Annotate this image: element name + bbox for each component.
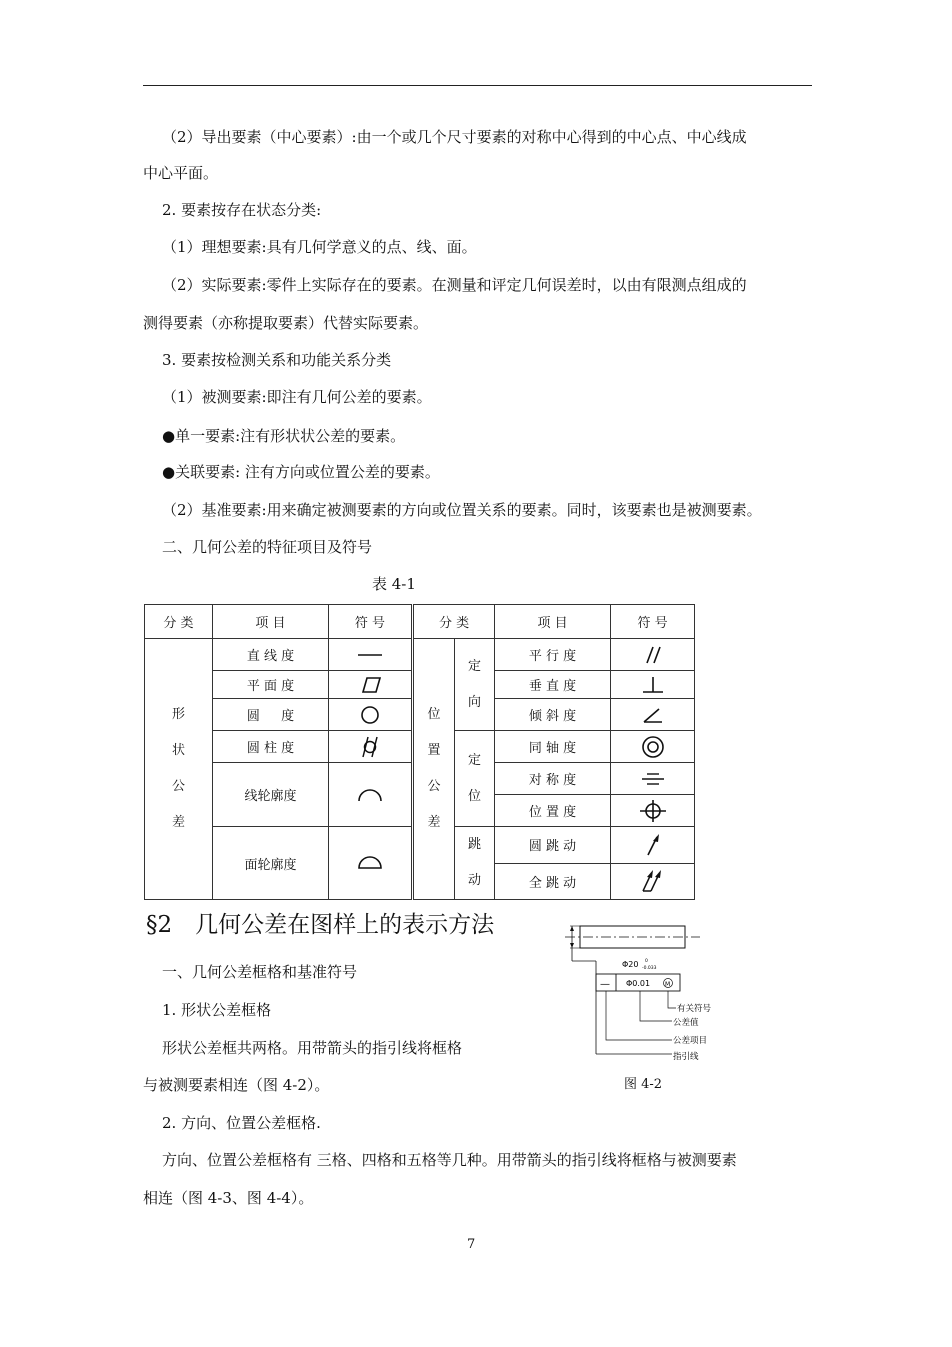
header-cell: 项 目	[213, 605, 329, 639]
frame-symbol: —	[600, 979, 610, 990]
roundness-icon	[355, 704, 385, 726]
category-char: 形	[171, 707, 185, 722]
item-name: 平 面 度	[213, 671, 329, 699]
paragraph: 二、几何公差的特征项目及符号	[162, 538, 373, 556]
item-name: 全 跳 动	[495, 863, 611, 900]
table-caption: 表 4-1	[372, 575, 416, 593]
label-value: 公差值	[673, 1018, 699, 1028]
subcategory-char: 跳	[468, 837, 482, 852]
label-modifier: 有关符号	[677, 1004, 712, 1014]
header-cell: 项 目	[495, 605, 611, 639]
symbol-cell	[329, 763, 413, 827]
symbol-cell	[611, 671, 695, 699]
symbol-cell	[611, 731, 695, 763]
symbol-cell	[611, 827, 695, 864]
paragraph: 1. 形状公差框格	[162, 1001, 272, 1019]
item-name: 垂 直 度	[495, 671, 611, 699]
paragraph: 方向、位置公差框格有 三格、四格和五格等几种。用带箭头的指引线将框格与被测要素	[162, 1151, 737, 1169]
category-position-cell	[413, 639, 455, 900]
label-leader: 指引线	[673, 1052, 699, 1062]
subcategory-location	[455, 731, 495, 827]
concentricity-icon	[638, 734, 668, 760]
dimension-upper: 0	[645, 959, 648, 964]
category-char: 公	[427, 779, 441, 794]
paragraph: 相连（图 4-3、图 4-4）。	[143, 1189, 314, 1207]
perpendicularity-icon	[638, 674, 668, 696]
angularity-icon	[638, 704, 668, 726]
symbol-cell	[611, 863, 695, 900]
item-name: 平 行 度	[495, 639, 611, 671]
frame-modifier: M	[665, 981, 671, 988]
paragraph: 与被测要素相连（图 4-2）。	[143, 1076, 330, 1094]
category-char: 差	[427, 815, 441, 830]
item-name: 线轮廓度	[213, 763, 329, 827]
subcategory-char: 动	[468, 873, 482, 888]
surface-profile-icon	[355, 853, 385, 873]
item-name: 位 置 度	[495, 795, 611, 827]
category-form-cell	[145, 639, 213, 900]
paragraph: 测得要素（亦称提取要素）代替实际要素。	[143, 314, 429, 332]
symmetry-icon	[638, 768, 668, 790]
paragraph: 2. 方向、位置公差框格.	[162, 1114, 321, 1132]
tolerance-table	[144, 604, 695, 900]
cylindricity-icon	[355, 735, 385, 759]
paragraph: （1）被测要素:即注有几何公差的要素。	[162, 388, 432, 406]
symbol-cell	[611, 795, 695, 827]
parallelism-icon	[638, 644, 668, 666]
subcategory-char: 位	[468, 788, 482, 804]
flatness-icon	[355, 675, 385, 695]
item-name: 倾 斜 度	[495, 699, 611, 731]
figure-caption: 图 4-2	[624, 1077, 663, 1092]
position-icon	[636, 798, 670, 824]
paragraph: 3. 要素按检测关系和功能关系分类	[162, 351, 392, 369]
dimension-text: Φ20	[622, 960, 639, 969]
item-name: 对 称 度	[495, 763, 611, 795]
symbol-cell	[329, 671, 413, 699]
paragraph: 2. 要素按存在状态分类:	[162, 201, 322, 219]
item-name: 面轮廓度	[213, 827, 329, 900]
paragraph: 一、几何公差框格和基准符号	[162, 963, 358, 981]
total-runout-icon	[636, 868, 670, 894]
category-char: 置	[427, 743, 441, 758]
page-number: 7	[467, 1237, 476, 1252]
paragraph: （2）实际要素:零件上实际存在的要素。在测量和评定几何误差时，以由有限测点组成的	[162, 276, 747, 294]
item-name: 直 线 度	[213, 639, 329, 671]
item-name: 圆 度	[213, 699, 329, 731]
symbol-cell	[329, 699, 413, 731]
item-name: 圆 柱 度	[213, 731, 329, 763]
subcategory-char: 定	[468, 658, 482, 674]
category-char: 位	[427, 707, 441, 722]
circular-runout-icon	[638, 832, 668, 858]
paragraph: （2）基准要素:用来确定被测要素的方向或位置关系的要素。同时，该要素也是被测要素。	[162, 501, 762, 519]
header-rule	[143, 85, 812, 86]
category-char: 差	[171, 815, 185, 830]
header-cell: 分 类	[145, 605, 213, 639]
symbol-cell	[329, 731, 413, 763]
category-char: 公	[171, 779, 185, 794]
paragraph: （2）导出要素（中心要素）:由一个或几个尺寸要素的对称中心得到的中心点、中心线成	[162, 128, 747, 146]
frame-value: Φ0.01	[626, 979, 651, 988]
straightness-icon	[355, 645, 385, 665]
symbol-cell	[611, 639, 695, 671]
section-title: §2 几何公差在图样上的表示方法	[146, 912, 495, 938]
subcategory-orientation	[455, 639, 495, 731]
symbol-cell	[611, 763, 695, 795]
subcategory-char: 定	[468, 752, 482, 768]
dimension-lower: -0.033	[642, 966, 657, 971]
header-cell: 分 类	[413, 605, 495, 639]
symbol-cell	[329, 827, 413, 900]
category-char: 状	[171, 743, 185, 758]
subcategory-runout	[455, 827, 495, 900]
paragraph: （1）理想要素:具有几何学意义的点、线、面。	[162, 238, 477, 256]
symbol-cell	[329, 639, 413, 671]
header-cell: 符 号	[611, 605, 695, 639]
header-cell: 符 号	[329, 605, 413, 639]
item-name: 同 轴 度	[495, 731, 611, 763]
item-name: 圆 跳 动	[495, 827, 611, 864]
label-item: 公差项目	[673, 1036, 708, 1046]
paragraph: 形状公差框共两格。用带箭头的指引线将框格	[162, 1039, 463, 1057]
paragraph: ●关联要素: 注有方向或位置公差的要素。	[162, 463, 440, 481]
paragraph: 中心平面。	[143, 164, 219, 182]
figure-4-2	[560, 918, 730, 1068]
symbol-cell	[611, 699, 695, 731]
line-profile-icon	[355, 785, 385, 805]
paragraph: ●单一要素:注有形状状公差的要素。	[162, 427, 406, 445]
subcategory-char: 向	[468, 694, 482, 710]
